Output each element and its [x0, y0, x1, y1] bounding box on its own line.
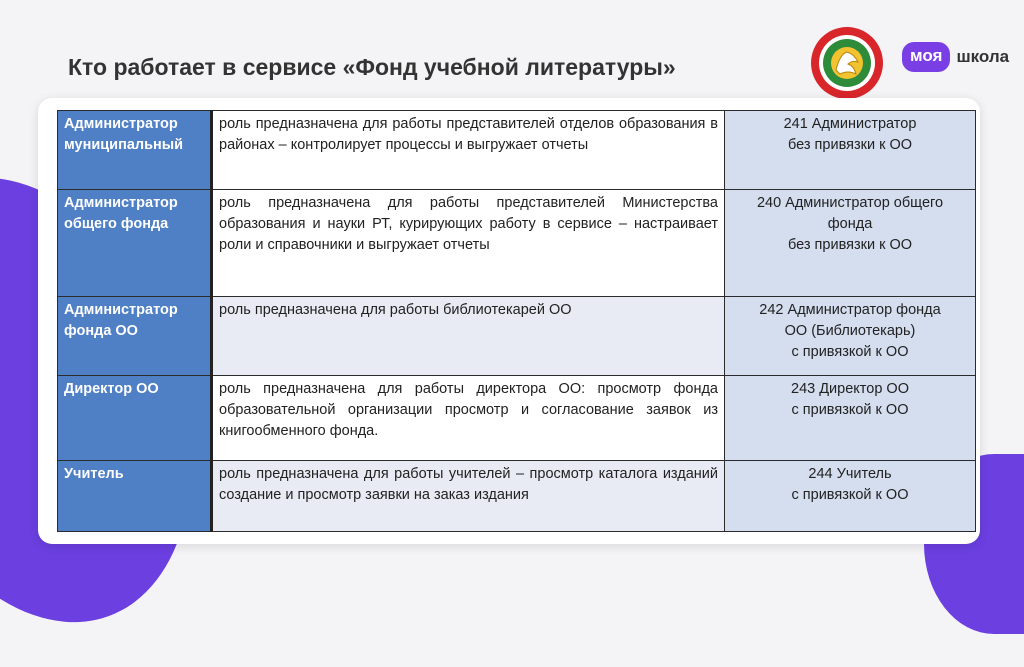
role-description: роль предназначена для работы библиотекарей ОО — [212, 297, 725, 376]
role-code-line: с привязкой к ОО — [791, 487, 909, 503]
table-row — [58, 461, 976, 532]
role-description: роль предназначена для работы представителей Министерства образования и науки РТ, курирующих работу в сервисе – настраивает роли и справочники и выгружает отчеты — [212, 190, 725, 297]
table-row — [58, 111, 976, 190]
role-name: Учитель — [58, 461, 212, 532]
table-row — [58, 190, 976, 297]
role-code-cell — [725, 461, 976, 532]
brand-text: школа — [956, 47, 1010, 66]
role-name: Администратор общего фонда — [58, 190, 212, 297]
role-description: роль предназначена для работы учителей – просмотр каталога изданий создание и просмотр заявки на заказ издания — [212, 461, 725, 532]
moya-shkola-logo — [902, 42, 1009, 72]
roles-table — [57, 110, 976, 532]
role-name: Администратор фонда ОО — [58, 297, 212, 376]
role-code-line: без привязки к ОО — [787, 137, 913, 153]
role-code-line: 240 Администратор общего — [756, 195, 944, 211]
role-code-cell — [725, 111, 976, 190]
role-code-line: 241 Администратор — [783, 116, 917, 132]
role-code-line: без привязки к ОО — [787, 237, 913, 253]
role-code-cell — [725, 297, 976, 376]
tatarstan-emblem-icon — [810, 26, 884, 100]
slide-title: Кто работает в сервисе «Фонд учебной литературы» — [68, 54, 676, 80]
role-description: роль предназначена для работы директора ОО: просмотр фонда образовательной организации просмотр и согласование заявок из книгообменного фонда. — [212, 376, 725, 461]
role-name: Директор ОО — [58, 376, 212, 461]
role-description: роль предназначена для работы представителей отделов образования в районах – контролирует процессы и выгружает отчеты — [212, 111, 725, 190]
role-name: Администратор муниципальный — [58, 111, 212, 190]
role-code-cell — [725, 376, 976, 461]
brand-pill: моя — [902, 42, 950, 72]
role-code-line: фонда — [827, 216, 873, 232]
role-code-cell — [725, 190, 976, 297]
role-code-line: с привязкой к ОО — [791, 344, 909, 360]
table-row — [58, 376, 976, 461]
role-code-line: 243 Директор ОО — [791, 381, 909, 397]
role-code-line: ОО (Библиотекарь) — [784, 323, 916, 339]
role-code-line: 244 Учитель — [808, 466, 892, 482]
role-code-line: с привязкой к ОО — [791, 402, 909, 418]
role-code-line: 242 Администратор фонда — [759, 302, 941, 318]
table-row — [58, 297, 976, 376]
